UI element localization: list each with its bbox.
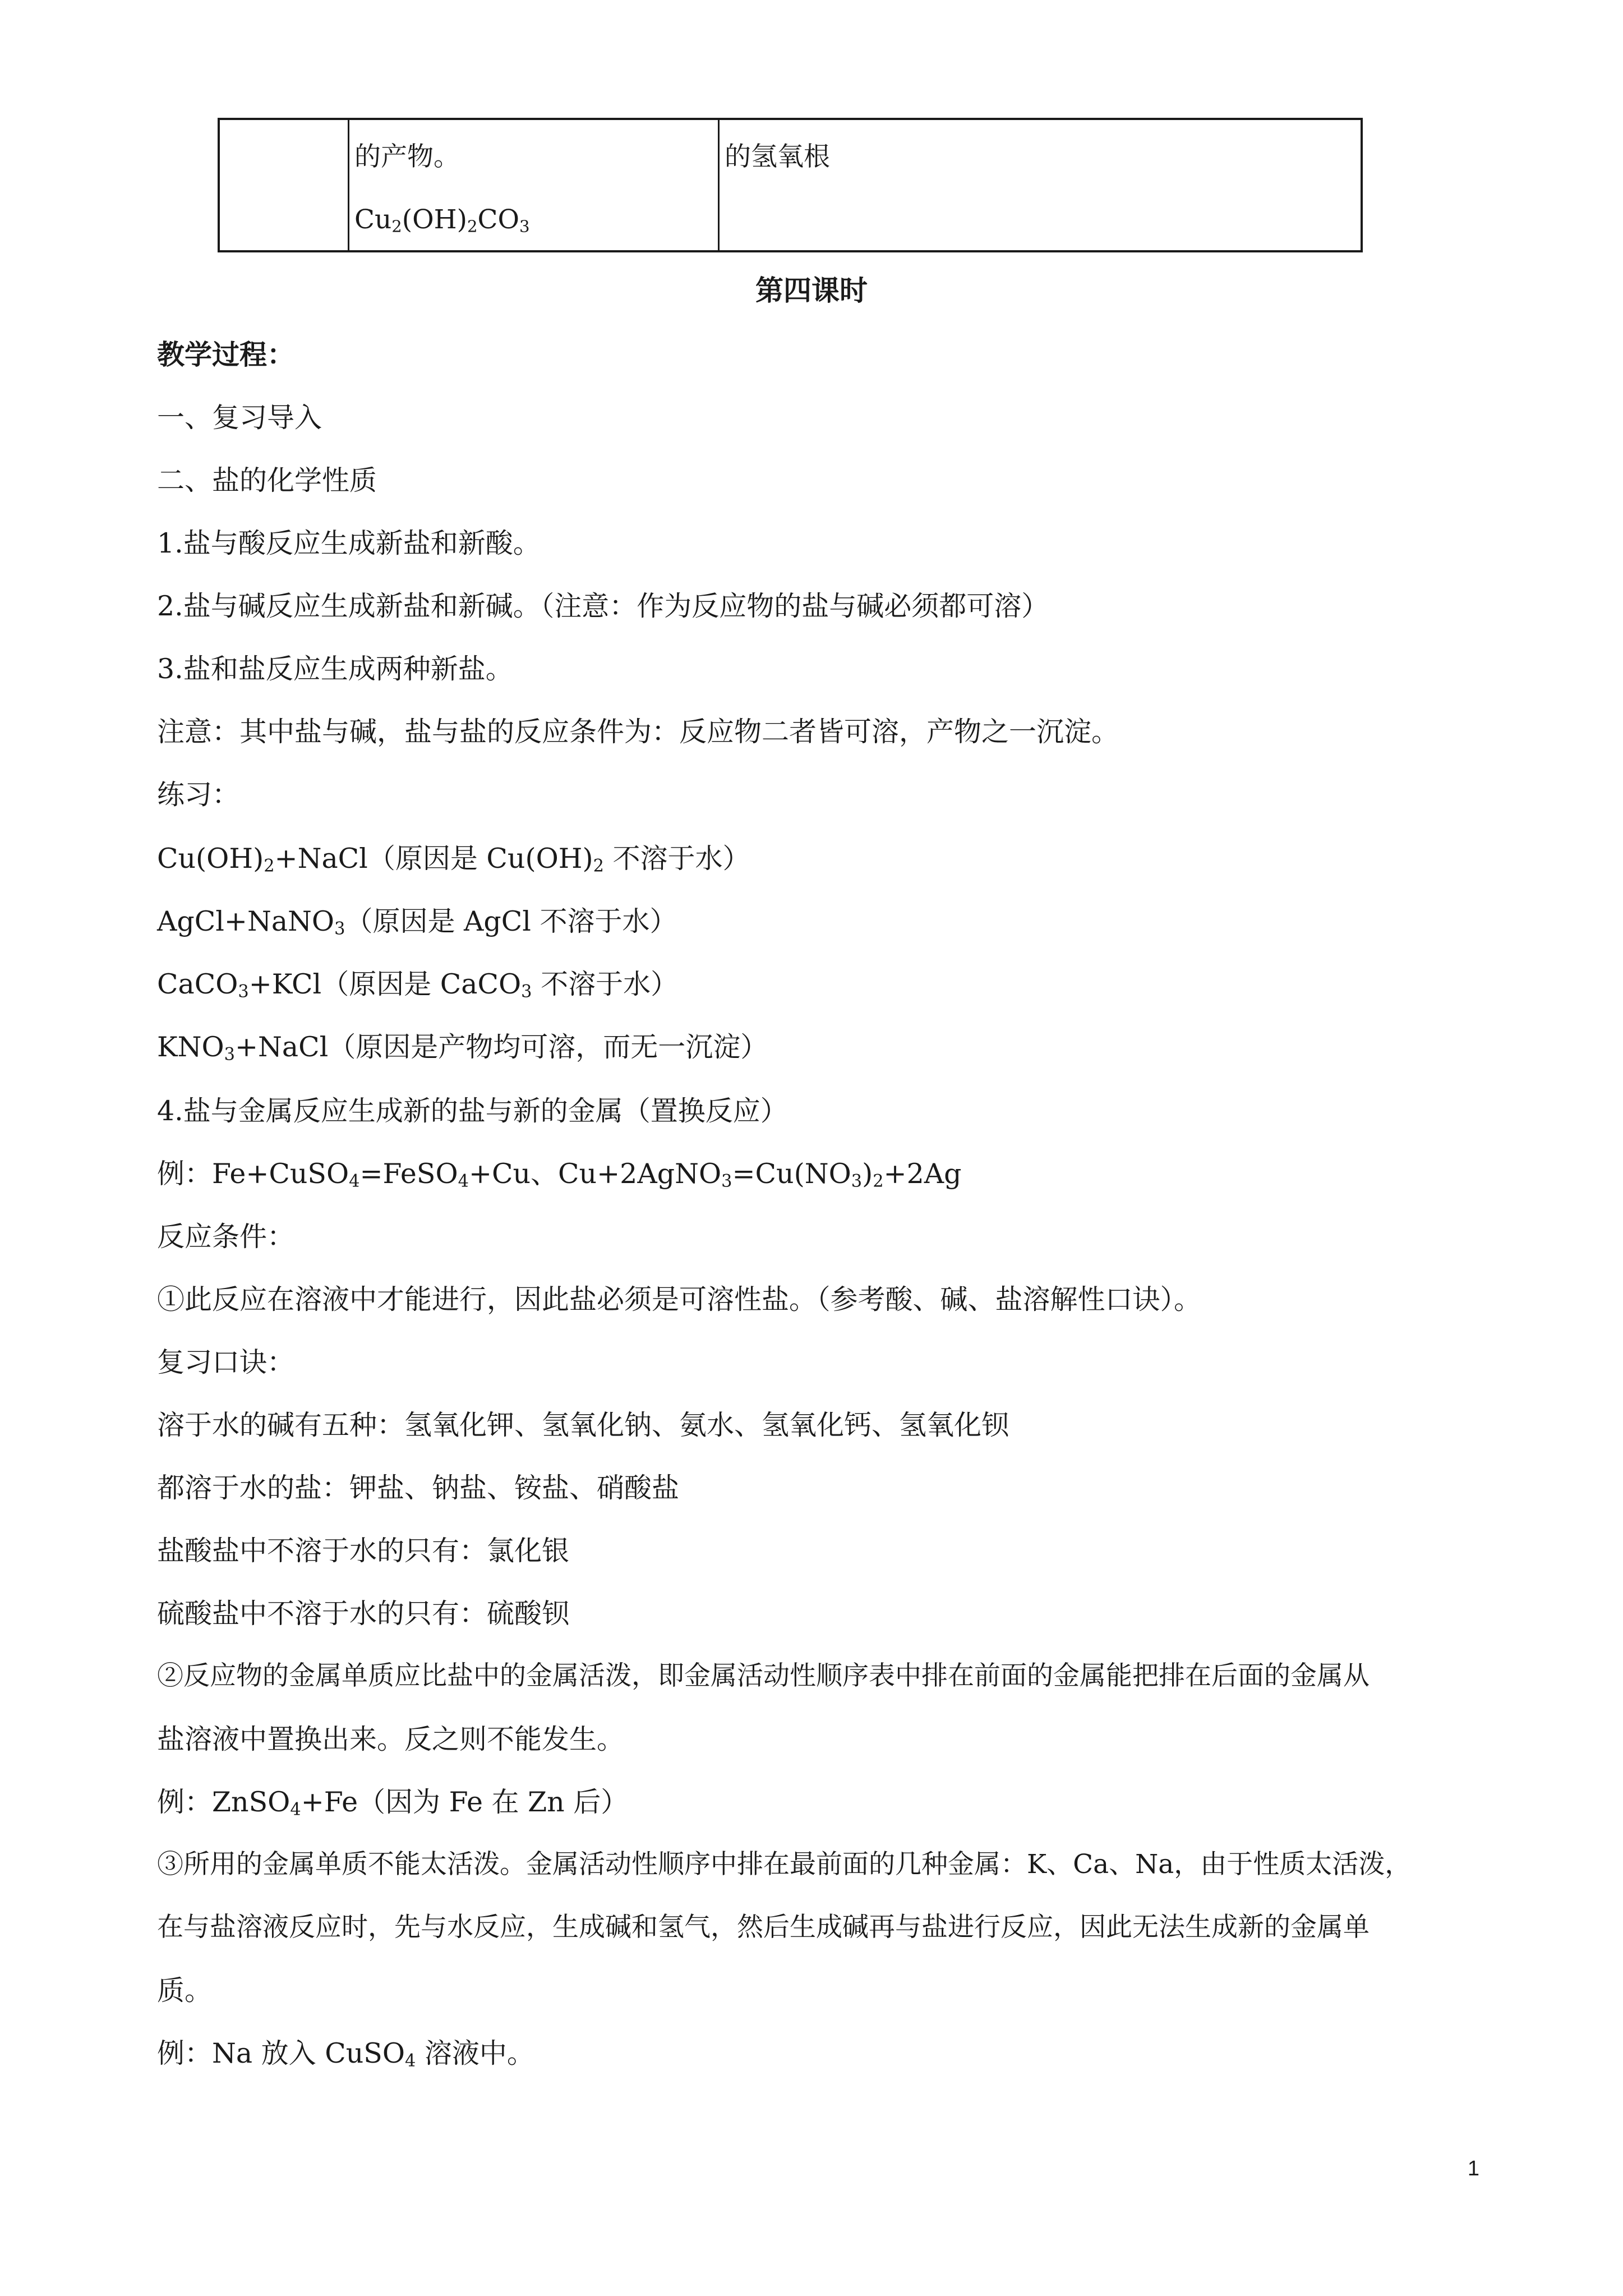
heading: 教学过程： bbox=[157, 338, 295, 371]
section-title: 第四课时 bbox=[755, 274, 868, 307]
exercise-line: $Cu(OH)_2+NaCl$（原因是 $Cu(OH)_2$ 不溶于水） bbox=[157, 843, 750, 876]
table-column-divider bbox=[348, 120, 349, 250]
table-cell-formula: $Cu_2(OH)_2CO_3$ bbox=[354, 204, 530, 236]
example-line: 例：Na 放入 CuSO$_4$ 溶液中。 bbox=[157, 2037, 534, 2071]
table-fragment bbox=[218, 118, 1363, 252]
text-line: 质。 bbox=[157, 1975, 213, 2007]
text-line: 在与盐溶液反应时，先与水反应，生成碱和氢气，然后生成碱再与盐进行反应，因此无法生成新的金属单 bbox=[157, 1912, 1370, 1943]
page-number: 1 bbox=[1467, 2157, 1479, 2180]
text-line: 二、盐的化学性质 bbox=[157, 464, 377, 496]
text-line: ②反应物的金属单质应比盐中的金属活泼，即金属活动性顺序表中排在前面的金属能把排在后面的金属从 bbox=[157, 1660, 1370, 1691]
text-line: 反应条件： bbox=[157, 1221, 295, 1253]
exercise-line: CaCO$_3$+KCl（原因是 CaCO$_3$ 不溶于水） bbox=[157, 968, 679, 1002]
text-line: 2.盐与碱反应生成新盐和新碱。（注意：作为反应物的盐与碱必须都可溶） bbox=[157, 590, 1049, 622]
text-line: 硫酸盐中不溶于水的只有：硫酸钡 bbox=[157, 1598, 570, 1630]
text-line: 溶于水的碱有五种：氢氧化钾、氢氧化钠、氨水、氢氧化钙、氢氧化钡 bbox=[157, 1409, 1009, 1441]
table-column-divider bbox=[718, 120, 720, 250]
text-line: ③所用的金属单质不能太活泼。金属活动性顺序中排在最前面的几种金属：K、Ca、Na，由于性质太活泼， bbox=[157, 1849, 1412, 1880]
text-line: 1.盐与酸反应生成新盐和新酸。 bbox=[157, 527, 541, 559]
equation-line: 例：Fe+CuSO$_4$=FeSO$_4$+Cu、$Cu+2AgNO_3=Cu(NO_3)_2+2Ag$ bbox=[157, 1158, 962, 1191]
exercise-line: $KNO_3+NaCl$（原因是产物均可溶，而无一沉淀） bbox=[157, 1031, 768, 1065]
table-cell-text: 的氢氧根 bbox=[725, 141, 830, 172]
text-line: 一、复习导入 bbox=[157, 402, 322, 434]
text-line: 练习： bbox=[157, 779, 240, 811]
text-line: 盐溶液中置换出来。反之则不能发生。 bbox=[157, 1723, 625, 1755]
text-line: 盐酸盐中不溶于水的只有：氯化银 bbox=[157, 1535, 570, 1567]
example-line: 例：ZnSO$_4$+Fe（因为 Fe 在 Zn 后） bbox=[157, 1786, 629, 1820]
text-line: ①此反应在溶液中才能进行，因此盐必须是可溶性盐。（参考酸、碱、盐溶解性口诀）。 bbox=[157, 1283, 1202, 1315]
text-line: 3.盐和盐反应生成两种新盐。 bbox=[157, 653, 513, 685]
exercise-line: AgCl+NaNO$_3$（原因是 AgCl 不溶于水） bbox=[157, 905, 677, 939]
text-line: 都溶于水的盐：钾盐、钠盐、铵盐、硝酸盐 bbox=[157, 1472, 680, 1504]
table-cell-text: 的产物。 bbox=[354, 141, 460, 172]
text-line: 4.盐与金属反应生成新的盐与新的金属（置换反应） bbox=[157, 1095, 788, 1127]
text-line: 复习口诀： bbox=[157, 1346, 295, 1378]
text-line: 注意：其中盐与碱，盐与盐的反应条件为：反应物二者皆可溶，产物之一沉淀。 bbox=[157, 716, 1119, 748]
